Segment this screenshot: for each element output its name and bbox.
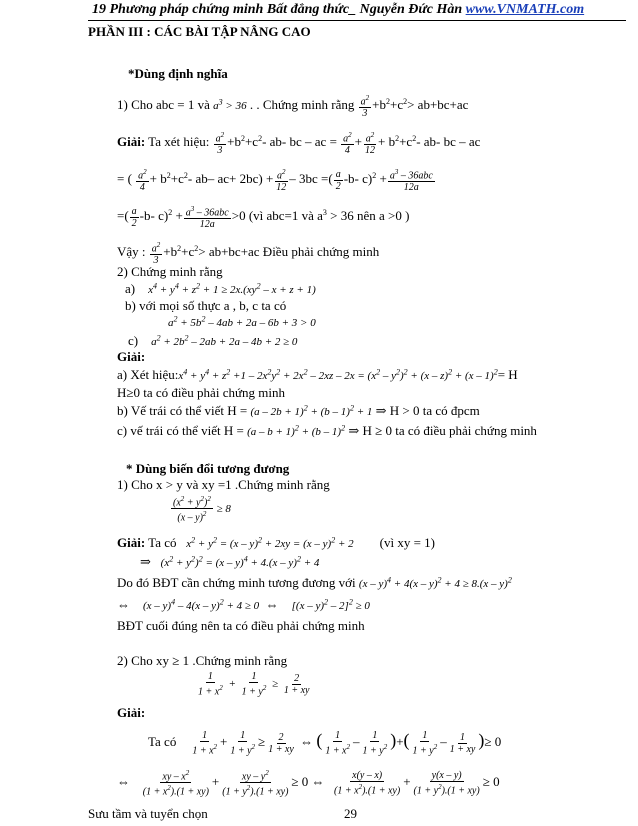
part1-q2: 2) Chứng minh rằng [117,264,223,279]
part1-s2a2: H≥0 ta có điều phải chứng minh [117,385,285,400]
part2-s4: ⇔ (x – y)$^4$ – 4(x – y)$^2$ + 4 ≥ 0 ⇔ [(x – y)$^2$ – 2]$^2$ ≥ 0 [117,597,370,612]
part1-q2a: a) $x^4 + y^4 + z^2 + 1 \ge 2x.(xy^2 - x + z + 1)$ [125,281,316,296]
part2-q2-ineq: $\frac{1}{1 + x^2}$ + $\frac{1}{1 + y^2}$ ≥ $\frac{2}{1 + xy}$ [198,671,310,698]
part1-sol3: =( $\frac{a}{2}$ -b- c)$^2$ + $\frac{a^3 - 36abc}{12a}$ >0 (vì abc=1 và $a^3 > 36$ nên a >0 ) [117,205,410,231]
part1-heading: *Dùng định nghĩa [128,66,228,81]
page-header [92,2,627,18]
part1-s2c: c) vế trái có thể viết $H = (a - b + 1)^2 + (b - 1)^2$ ⇒ H ≥ 0 ta có điều phải chứng minh [117,423,537,438]
part1-q2b: b) với mọi số thực a , b, c ta có [125,298,287,313]
header-rule [88,20,626,21]
part1-s2a: a) Xét $hiệu:x^4 + y^4 + z^2 +1 - 2x^2y^2 + 2x^2 - 2xz - 2x = (x^2 - y^2)^2 + (x - z)^2 + (x - 1)^2= H$ [117,367,518,382]
section-title: PHẦN III : CÁC BÀI TẬP NÂNG CAO [88,24,311,39]
part2-s5: BĐT cuối đúng nên ta có điều phải chứng minh [117,618,365,633]
part2-q1: 1) Cho x > y và xy =1 .Chứng minh rằng [117,477,330,492]
part2-s2: ⇒ $(x^2 + y^2)^2 = (x - y)^4 + 4.(x - y)^2 + 4$ [140,554,320,569]
footer-left: Sưu tầm và tuyển chọn [88,806,208,821]
part1-q2c: c) $a^2 + 2b^2 - 2ab + 2a - 4b + 2 \ge 0$ [128,333,298,348]
part2-sol-label: Giải: [117,705,146,720]
page-number: 29 [344,806,357,821]
part2-t2: ⇔ $\frac{xy - x^2}{(1 + x^2).(1 + xy)}$ + $\frac{xy - y^2}{(1 + y^2).(1 + xy)}$ ≥ 0 ⇔ $\frac{x(y - x)}{(1 + x^2).(1 + xy)}$ + $\frac{y(x - y)}{(1 + y^2).(1 + xy)}$ ≥ 0 [117,769,500,798]
header-title: 19 Phương pháp chứng minh Bất đẳng thức_ Nguyễn Đức Hàn [92,2,466,17]
part1-sol2: = ( $\frac{a^2}{4}$ + $b^2+c^2-$ ab– ac+ 2bc) + $\frac{a^2}{12}$ – 3bc =( $\frac{a}{2}$ -b- c)$^2$ + $\frac{a^3 - 36abc}{12a}$ [117,168,433,194]
part1-q2b-ineq: $a^2 + 5b^2 - 4ab + 2a - 6b + 3 > 0$ [168,314,316,329]
part1-sol4: Vậy : $\frac{a^2}{3}$ $+b^2+c^2> ab+bc+ac$ Điều phải chứng minh [117,241,380,267]
part2-heading: * Dùng biến đổi tương đương [126,461,290,476]
part1-s2b: b) Vế trái có thể viết $H = (a - 2b + 1)^2 + (b - 1)^2 + 1$ ⇒ H > 0 ta có đpcm [117,403,480,418]
part1-sol-label: Giải: [117,349,146,364]
part2-q1-ineq: $\frac{(x^2 + y^2)^2}{(x - y)^2}$ ≥ 8 [173,495,231,524]
part2-s1: Giải: Ta có $x^2 + y^2 = (x - y)^2 + 2xy = (x - y)^2 + 2$ (vì xy = 1) [117,535,435,550]
part2-s3: Do đó BĐT cần chứng minh tương đương với (x – y)$^4$ + 4(x – y)$^2$ + 4 ≥ 8.(x – y)$^2$ [117,575,512,590]
part1-sol1: Giải: Ta xét hiệu: $\frac{a^2}{3}$ $+b^2+c^2-$ ab- bc – ac = $\frac{a^2}{4}$ + $\frac{a^2}{12}$ + $b^2+c^2-$ ab- bc – ac [117,131,481,157]
part2-t1: Ta có $\frac{1}{1 + x^2}$ + $\frac{1}{1 + y^2}$ ≥ $\frac{2}{1 + xy}$ ⇔ ( $\frac{1}{1 + x^2}$ – $\frac{1}{1 + y^2}$ )+( $\frac{1}{1 + y^2}$ – $\frac{1}{1 + xy}$ )≥ 0 [148,730,502,757]
part1-q1: 1) Cho abc = 1 và $a^3 > 36$ . . Chứng minh rằng $\frac{a^2}{3}$ $+b^2+c^2> ab+bc+ac$ [117,94,469,120]
header-site-link[interactable]: www.VNMATH.com [465,2,585,17]
part2-q2: 2) Cho xy ≥ 1 .Chứng minh rằng [117,653,288,668]
